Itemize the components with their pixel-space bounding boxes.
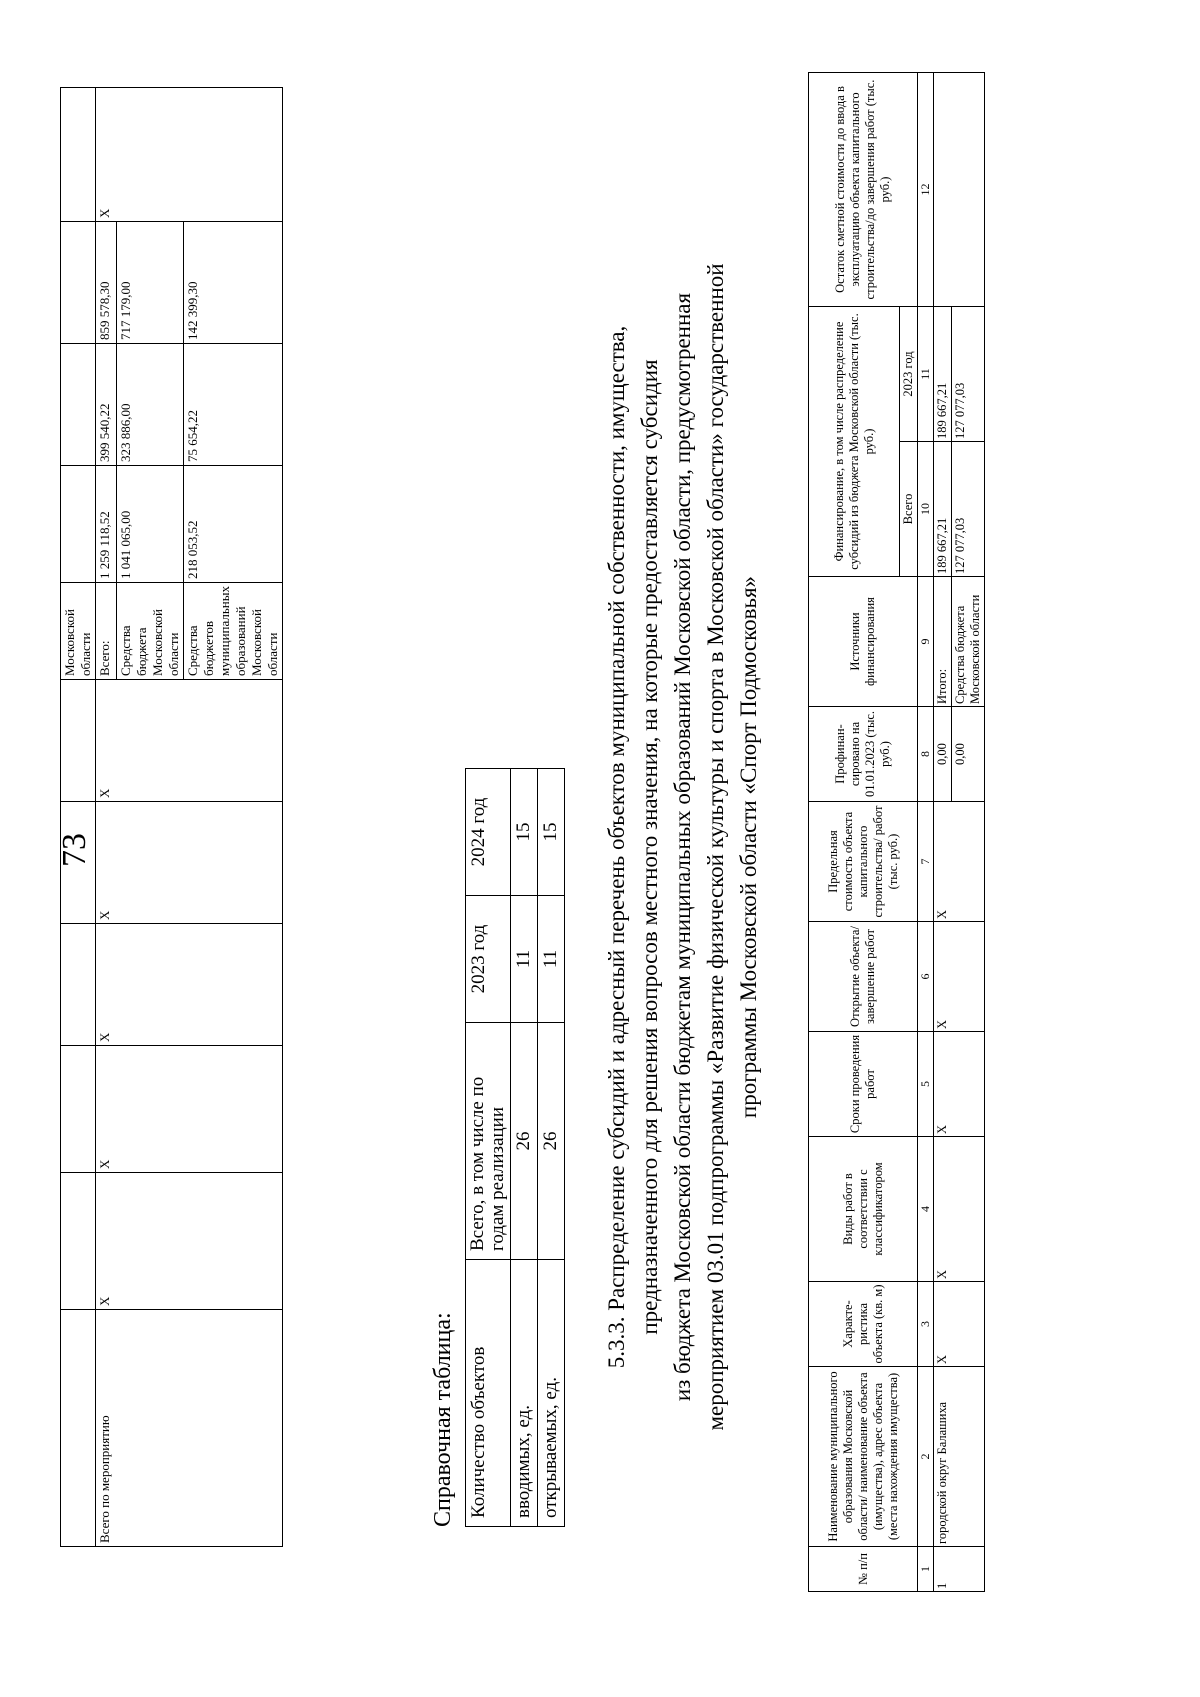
cell-2024: 15 [511,769,538,896]
column-number: 8 [918,707,934,802]
cell-2024: 15 [538,769,565,896]
fin-2023-cell: 189 667,21 [934,307,952,442]
heading-line: предназначенного для решения вопросов местного значения, на которые предоставляется субсидия [637,359,662,1335]
year-2024-cell: 717 179,00 [117,222,184,344]
source-cell: Средства бюджетов муниципальных образований Московской области [184,583,283,680]
total-cell: 1 041 065,00 [117,466,184,583]
x-mark: Х [934,1032,985,1137]
cell-total: 26 [511,1023,538,1260]
column-header: 2023 год [466,896,511,1023]
heading-line: из бюджета Московской области бюджетам муниципальных образований Московской области, предусмотренная [670,292,695,1402]
header-characteristic: Характе-ристика объекта (кв. м) [809,1282,918,1367]
table-row [61,88,96,1547]
header-name: Наименование муниципального образования Московской области/ наименование объекта (имущества), адрес объекта (места нахождения имущества) [809,1367,918,1547]
header-fin-2023: 2023 год [900,307,918,442]
column-number: 1 [918,1547,934,1592]
column-number: 11 [918,307,934,442]
row-num: 1 [934,1547,985,1592]
header-fin-total: Всего [900,442,918,577]
reference-table [465,768,565,1527]
x-mark: Х [934,1137,985,1282]
table-row [96,88,117,1547]
column-header: 2024 год [466,769,511,896]
x-mark: Х [96,1173,283,1310]
summary-table [60,87,283,1547]
table-row [466,769,511,1527]
header-financing: Финансирование, в том числе распределение субсидий из бюджета Московской области (тыс. руб.) [809,307,900,577]
header-max-cost: Предельная стоимость объекта капитального строительства/ работ (тыс. руб.) [809,802,918,922]
column-number: 7 [918,802,934,922]
x-mark: Х [96,88,283,222]
row-label: открываемых, ед. [538,1260,565,1527]
heading-line: программы Московской области «Спорт Подмосковья» [736,575,761,1119]
header-work-types: Виды работ в соответствии с классификатором [809,1137,918,1282]
column-number: 3 [918,1282,934,1367]
column-header: Количество объектов [466,1260,511,1527]
x-mark: Х [934,922,985,1032]
column-number: 12 [918,73,934,307]
section-heading [600,147,765,1547]
page-number: 73 [56,833,93,867]
source-header: Московской области [61,583,96,680]
year-2023-cell: 323 886,00 [117,344,184,466]
total-cell: 218 053,52 [184,466,283,583]
row-label: вводимых, ед. [511,1260,538,1527]
x-mark: Х [934,802,985,922]
heading-line: 5.3.3. Распределение субсидий и адресный перечень объектов муниципальной собственности, имущества, [604,325,629,1369]
heading-line: мероприятием 03.01 подпрограммы «Развитие физической культуры и спорта в Московской области» государственной [703,263,728,1431]
header-num: № п/п [809,1547,918,1592]
header-terms: Сроки проведения работ [809,1032,918,1137]
source-cell: Средства бюджета Московской области [117,583,184,680]
total-cell: 1 259 118,52 [96,466,117,583]
x-mark: Х [96,1046,283,1173]
x-mark: Х [934,1282,985,1367]
source-cell: Всего: [96,583,117,680]
cell-2023: 11 [511,896,538,1023]
row-name: городской округ Балашиха [934,1367,985,1547]
table-row [934,73,952,1592]
header-row [809,73,900,1592]
fin-total-cell: 189 667,21 [934,442,952,577]
reference-table-title: Справочная таблица: [430,1312,456,1527]
year-2024-cell: 142 399,30 [184,222,283,344]
header-prefinanced: Профинан-сировано на 01.01.2023 (тыс. руб.) [809,707,918,802]
fin-2023-cell: 127 077,03 [952,307,985,442]
cell-total: 26 [538,1023,565,1260]
table-row [538,769,565,1527]
column-number: 5 [918,1032,934,1137]
year-2023-cell: 75 654,22 [184,344,283,466]
source-cell: Средства бюджета Московской области [952,577,985,707]
header-sources: Источники финансирования [809,577,918,707]
cell-2023: 11 [538,896,565,1023]
x-mark: Х [96,680,283,802]
column-header: Всего, в том числе по годам реализации [466,1023,511,1260]
x-mark: Х [96,802,283,924]
header-remainder: Остаток сметной стоимости до ввода в эксплуатацию объекта капитального строительства/до завершения работ (тыс. руб.) [809,73,918,307]
total-label: Всего по мероприятию [96,1310,283,1547]
header-opening: Открытие объекта/ завершение работ [809,922,918,1032]
source-cell: Итого: [934,577,952,707]
x-mark: Х [96,924,283,1046]
column-number: 9 [918,577,934,707]
fin-total-cell: 127 077,03 [952,442,985,577]
year-2023-cell: 399 540,22 [96,344,117,466]
year-2024-cell: 859 578,30 [96,222,117,344]
prefinanced-cell: 0,00 [934,707,952,802]
column-number: 10 [918,442,934,577]
column-number: 6 [918,922,934,1032]
table-row [511,769,538,1527]
column-number: 4 [918,1137,934,1282]
column-number-row [918,73,934,1592]
column-number: 2 [918,1367,934,1547]
prefinanced-cell: 0,00 [952,707,985,802]
objects-table [808,72,985,1592]
